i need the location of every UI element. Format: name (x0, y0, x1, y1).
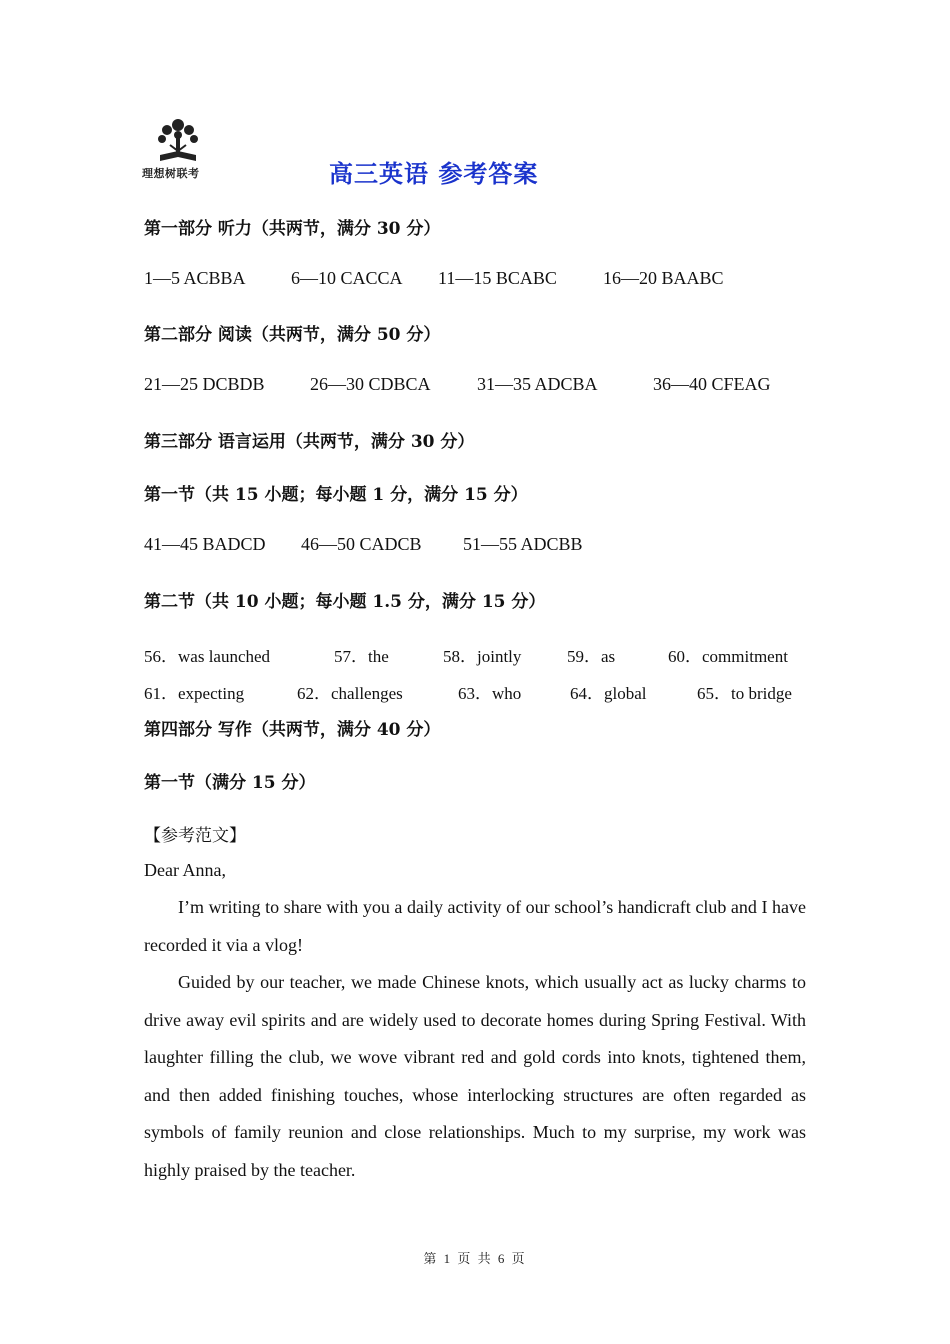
part3-section2-heading: 第二节（共 10 小题；每小题 1.5 分，满分 15 分） (144, 592, 546, 612)
answer-group: 21—25 DCBDB (144, 374, 265, 394)
part3-section1-heading: 第一节（共 15 小题；每小题 1 分，满分 15 分） (144, 485, 528, 505)
part1-heading: 第一部分 听力（共两节，满分 30 分） (144, 219, 441, 239)
part4-heading: 第四部分 写作（共两节，满分 40 分） (144, 720, 441, 740)
logo (140, 115, 220, 185)
essay-paragraph-2: Guided by our teacher, we made Chinese knots, which usually act as lucky charms to drive away evil spirits and are widely used to decorate homes during Spring Festival. With laughter filling the club, we wove vibrant red and gold cords into knots, tightened them, and then added finishing touches, whose interlocking structures are often regarded as symbols of family reunion and close relationships. Much to my surprise, my work was highly praised by the teacher. (144, 972, 806, 1180)
fill-answer: 56．was launched (144, 647, 271, 666)
answer-group: 51—55 ADCBB (463, 534, 583, 554)
essay-paragraph-1: I’m writing to share with you a daily activity of our school’s handicraft club and I have recorded it via a vlog! (144, 897, 806, 955)
part4-section1-heading: 第一节（满分 15 分） (144, 773, 316, 793)
logo-text: 理想树联考 (142, 167, 200, 180)
fill-answer: 57．the (334, 647, 389, 666)
answer-group: 36—40 CFEAG (653, 374, 771, 394)
page-title: 高三英语 参考答案 (329, 160, 539, 188)
fill-answer: 65．to bridge (697, 684, 792, 703)
answer-group: 6—10 CACCA (291, 268, 403, 288)
answer-group: 31—35 ADCBA (477, 374, 598, 394)
answer-group: 46—50 CADCB (301, 534, 422, 554)
fill-answer: 64．global (570, 684, 647, 703)
answer-group: 16—20 BAABC (603, 268, 724, 288)
fill-answer: 59．as (567, 647, 616, 666)
part3-heading: 第三部分 语言运用（共两节，满分 30 分） (144, 432, 475, 452)
answer-group: 26—30 CDBCA (310, 374, 431, 394)
tree-book-icon (140, 115, 220, 167)
answer-group: 11—15 BCABC (438, 268, 557, 288)
page-footer: 第 1 页 共 6 页 (423, 1251, 527, 1266)
answer-group: 41—45 BADCD (144, 534, 266, 554)
part2-heading: 第二部分 阅读（共两节，满分 50 分） (144, 325, 441, 345)
sample-label: 【参考范文】 (144, 826, 246, 846)
answer-group: 1—5 ACBBA (144, 268, 246, 288)
fill-answer: 63．who (458, 684, 522, 703)
essay-greeting: Dear Anna, (144, 860, 226, 880)
fill-answer: 58．jointly (443, 647, 522, 666)
fill-answer: 62．challenges (297, 684, 403, 703)
fill-answer: 61．expecting (144, 684, 245, 703)
fill-answer: 60．commitment (668, 647, 788, 666)
